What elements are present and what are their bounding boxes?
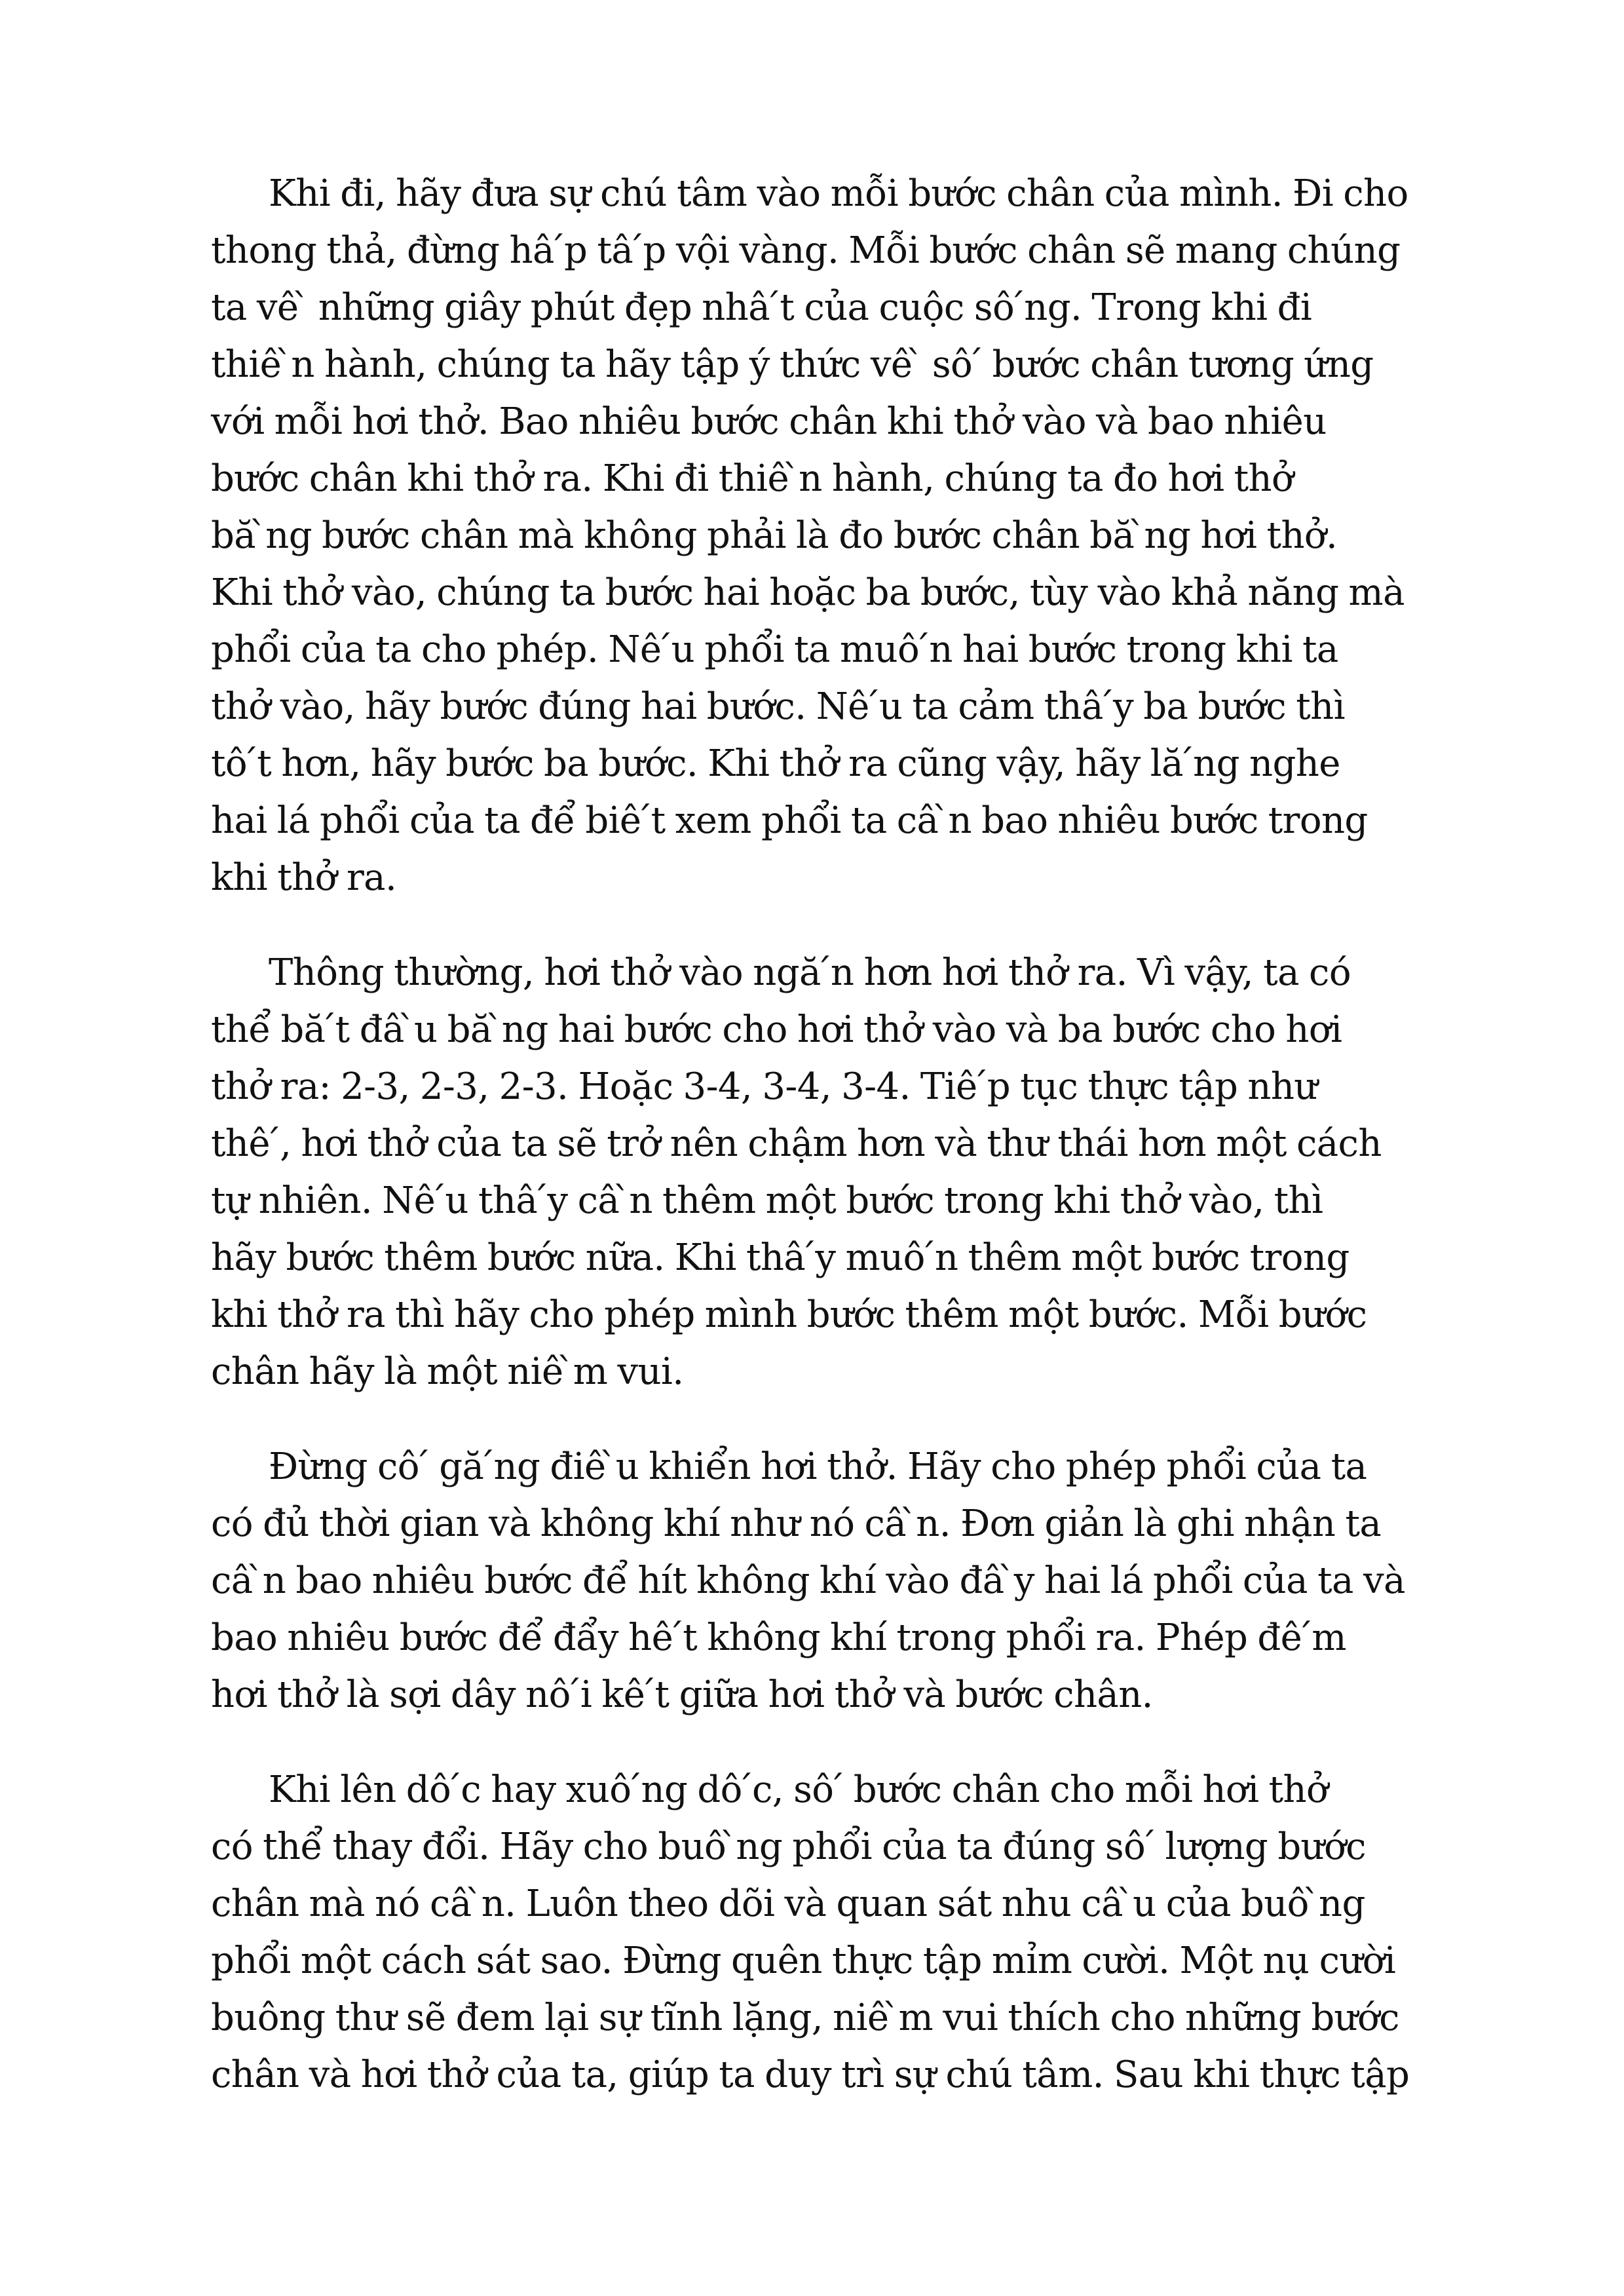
text-line: thê ́, hơi thở của ta sẽ trở nên chậm hơn và thư thái hơn một cách xyxy=(211,1122,1382,1165)
text-line: bước chân khi thở ra. Khi đi thiê ̀n hành, chúng ta đo hơi thở xyxy=(211,457,1294,500)
text-line: Thông thường, hơi thở vào ngă ́n hơn hơi thở ra. Vì vậy, ta có xyxy=(269,951,1351,994)
text-line: thở ra: 2-3, 2-3, 2-3. Hoặc 3-4, 3-4, 3-4. Tiê ́p tục thực tập như xyxy=(211,1065,1317,1108)
text-line: hãy bước thêm bước nữa. Khi thâ ́y muô ́n thêm một bước trong xyxy=(211,1236,1350,1279)
text-line: Khi lên dô ́c hay xuô ́ng dô ́c, sô ́ bước chân cho mỗi hơi thở xyxy=(269,1769,1329,1811)
text-line: chân hãy là một niê ̀m vui. xyxy=(211,1350,684,1393)
text-line: tự nhiên. Nê ́u thâ ́y câ ̀n thêm một bước trong khi thở vào, thì xyxy=(211,1179,1323,1222)
text-line: bă ̀ng bước chân mà không phải là đo bước chân bă ̀ng hơi thở. xyxy=(211,514,1338,557)
text-line: thể bă ́t đâ ̀u bă ̀ng hai bước cho hơi thở vào và ba bước cho hơi xyxy=(211,1008,1342,1051)
text-line: thiê ̀n hành, chúng ta hãy tập ý thức vê ̀ sô ́ bước chân tương ứng xyxy=(211,343,1374,386)
text-line: khi thở ra. xyxy=(211,856,397,899)
text-line: phổi một cách sát sao. Đừng quên thực tập mỉm cười. Một nụ cười xyxy=(211,1940,1396,1982)
text-line: chân và hơi thở của ta, giúp ta duy trì sự chú tâm. Sau khi thực tập xyxy=(211,2054,1410,2096)
paragraph xyxy=(211,944,1429,1400)
paragraph xyxy=(211,1761,1429,2103)
text-line: phổi của ta cho phép. Nê ́u phổi ta muô ́n hai bước trong khi ta xyxy=(211,628,1338,671)
text-line: buông thư sẽ đem lại sự tĩnh lặng, niê ̀m vui thích cho những bước xyxy=(211,1997,1399,2039)
text-line: thong thả, đừng hâ ́p tâ ́p vội vàng. Mỗi bước chân sẽ mang chúng xyxy=(211,229,1401,272)
text-line: Khi đi, hãy đưa sự chú tâm vào mỗi bước chân của mình. Đi cho xyxy=(269,172,1408,215)
text-line: khi thở ra thì hãy cho phép mình bước thêm một bước. Mỗi bước xyxy=(211,1293,1367,1336)
document-body xyxy=(211,165,1429,2141)
text-line: với mỗi hơi thở. Bao nhiêu bước chân khi thở vào và bao nhiêu xyxy=(211,400,1327,443)
paragraph xyxy=(211,165,1429,906)
text-line: thở vào, hãy bước đúng hai bước. Nê ́u ta cảm thâ ́y ba bước thì xyxy=(211,685,1345,728)
text-line: Khi thở vào, chúng ta bước hai hoặc ba bước, tùy vào khả năng mà xyxy=(211,571,1405,614)
text-line: có đủ thời gian và không khí như nó câ ̀n. Đơn giản là ghi nhận ta xyxy=(211,1502,1382,1545)
text-line: câ ̀n bao nhiêu bước để hít không khí vào đâ ̀y hai lá phổi của ta và xyxy=(211,1559,1405,1602)
paragraph xyxy=(211,1438,1429,1723)
text-line: bao nhiêu bước để đẩy hê ́t không khí trong phổi ra. Phép đê ́m xyxy=(211,1617,1346,1659)
text-line: tô ́t hơn, hãy bước ba bước. Khi thở ra cũng vậy, hãy lă ́ng nghe xyxy=(211,742,1340,785)
text-line: hai lá phổi của ta để biê ́t xem phổi ta câ ̀n bao nhiêu bước trong xyxy=(211,799,1368,842)
text-line: Đừng cô ́ gă ́ng điê ̀u khiển hơi thở. Hãy cho phép phổi của ta xyxy=(269,1445,1367,1488)
text-line: ta vê ̀ những giây phút đẹp nhâ ́t của cuộc sô ́ng. Trong khi đi xyxy=(211,286,1312,329)
text-line: có thể thay đổi. Hãy cho buô ̀ng phổi của ta đúng sô ́ lượng bước xyxy=(211,1826,1366,1868)
text-line: hơi thở là sợi dây nô ́i kê ́t giữa hơi thở và bước chân. xyxy=(211,1674,1153,1716)
text-line: chân mà nó câ ̀n. Luôn theo dõi và quan sát nhu câ ̀u của buô ̀ng xyxy=(211,1883,1365,1925)
